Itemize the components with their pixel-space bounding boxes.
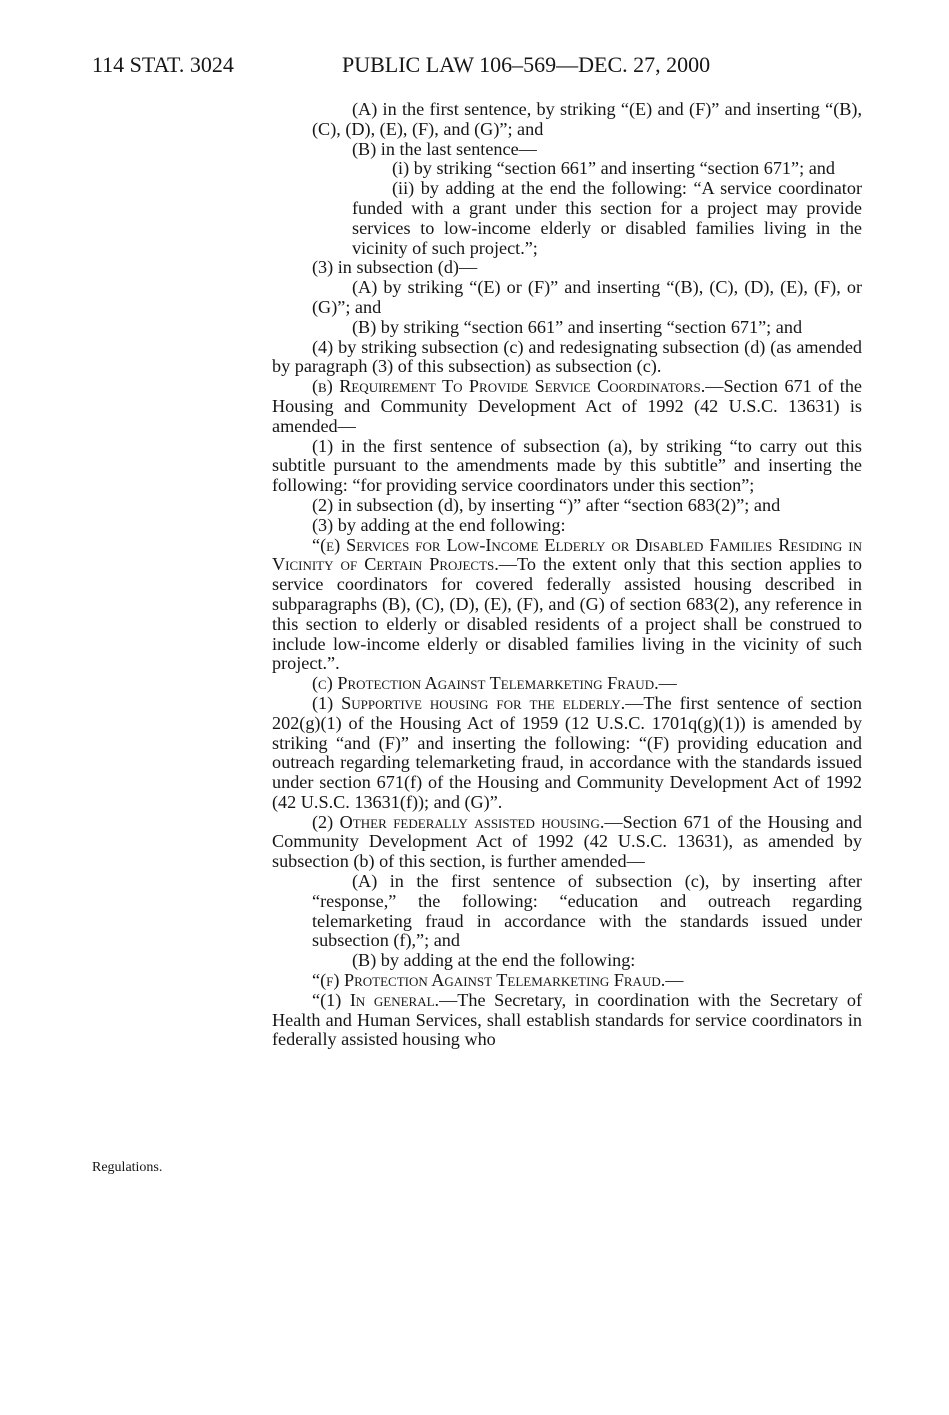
paragraph xyxy=(272,516,862,536)
page-header xyxy=(92,50,852,80)
paragraph-text: (ii) by adding at the end the following: “A service coordinator funded with a grant under this section for a project may provide services to low-income elderly or disabled families living in the vicinity of such project.”; xyxy=(352,178,862,258)
paragraph xyxy=(272,674,862,694)
paragraph xyxy=(272,496,862,516)
section-heading: “(1) In general. xyxy=(312,989,440,1010)
public-law-heading: PUBLIC LAW 106–569—DEC. 27, 2000 xyxy=(342,52,711,77)
paragraph xyxy=(272,377,862,436)
paragraph-text: (A) in the first sentence of subsection (c), by inserting after “response,” the following: “education and outreach regarding telemarketing fraud in accordance with the standards issued under subsection (f),”; and xyxy=(312,871,862,951)
paragraph xyxy=(272,318,862,338)
paragraph-text: (4) by striking subsection (c) and redesignating subsection (d) (as amended by paragraph (3) of this subsection) as subsection (c). xyxy=(272,336,862,377)
section-heading: (b) Requirement To Provide Service Coordinators. xyxy=(312,376,706,397)
statute-body xyxy=(272,100,862,1050)
paragraph-text: (B) by adding at the end the following: xyxy=(352,950,636,971)
section-heading: (c) Protection Against Telemarketing Fraud. xyxy=(312,673,659,694)
section-heading: “(e) Services for Low-Income Elderly or Disabled Families Residing in Vicinity of Certain Projects. xyxy=(272,534,862,575)
paragraph-text: (A) in the first sentence, by striking “(E) and (F)” and inserting “(B), (C), (D), (E), (F), and (G)”; and xyxy=(312,99,862,139)
statute-page-number: 114 STAT. 3024 xyxy=(92,52,234,77)
paragraph-text: (B) by striking “section 661” and inserting “section 671”; and xyxy=(352,316,803,337)
paragraph xyxy=(272,159,862,179)
section-heading: (2) Other federally assisted housing. xyxy=(312,811,605,832)
paragraph-text: —Section 671 of the Housing and Community Development Act of 1992 (42 U.S.C. 13631), as amended by subsection (b) of this section, is further amended— xyxy=(272,811,862,872)
paragraph-text: (3) in subsection (d)— xyxy=(312,257,478,278)
paragraph xyxy=(272,179,862,258)
section-heading: “(f) Protection Against Telemarketing Fraud. xyxy=(312,970,666,991)
paragraph-text: —Section 671 of the Housing and Community Development Act of 1992 (42 U.S.C. 13631) is amended— xyxy=(272,376,862,436)
paragraph xyxy=(272,437,862,496)
paragraph xyxy=(272,100,862,140)
paragraph xyxy=(272,991,862,1050)
paragraph xyxy=(272,140,862,160)
paragraph-text: —The Secretary, in coordination with the Secretary of Health and Human Services, shall establish standards for service coordinators in federally assisted housing who xyxy=(272,989,862,1050)
paragraph xyxy=(272,813,862,872)
paragraph xyxy=(272,951,862,971)
paragraph-text: —To the extent only that this section applies to service coordinators for covered federally assisted housing described in subparagraphs (B), (C), (D), (E), (F), and (G) of section 683(2), any reference in this section to elderly or disabled residents of a project shall be construed to include low-income elderly or disabled families living in the vicinity of such project.”. xyxy=(272,554,862,674)
paragraph-text: —The first sentence of section 202(g)(1) of the Housing Act of 1959 (12 U.S.C. 1701q(g)(1)) is amended by striking “and (F)” and inserting the following: “(F) providing education and outreach regarding telemarketing fraud, in accordance with the standards issued under section 671(f) of the Housing and Community Development Act of 1992 (42 U.S.C. 13631(f)); and (G)”. xyxy=(272,692,862,812)
paragraph-text: (1) in the first sentence of subsection (a), by striking “to carry out this subtitle pursuant to the amendments made by this subtitle” and inserting the following: “for providing service coordinators under this section”; xyxy=(272,435,862,496)
paragraph xyxy=(272,536,862,675)
paragraph-text: (A) by striking “(E) or (F)” and inserting “(B), (C), (D), (E), (F), or (G)”; and xyxy=(312,277,862,317)
paragraph-text: (i) by striking “section 661” and inserting “section 671”; and xyxy=(392,158,835,179)
paragraph-text: — xyxy=(658,673,677,694)
paragraph-text: (B) in the last sentence— xyxy=(352,138,537,159)
paragraph xyxy=(272,971,862,991)
paragraph-text: (3) by adding at the end following: xyxy=(312,514,566,535)
paragraph xyxy=(272,872,862,951)
paragraph-text: — xyxy=(665,970,684,991)
margin-note: Regulations. xyxy=(92,1160,163,1175)
paragraph xyxy=(272,278,862,318)
paragraph-text: (2) in subsection (d), by inserting “)” after “section 683(2)”; and xyxy=(312,494,781,515)
paragraph xyxy=(272,694,862,813)
paragraph xyxy=(272,338,862,378)
section-heading: (1) Supportive housing for the elderly. xyxy=(312,692,626,713)
paragraph xyxy=(272,258,862,278)
